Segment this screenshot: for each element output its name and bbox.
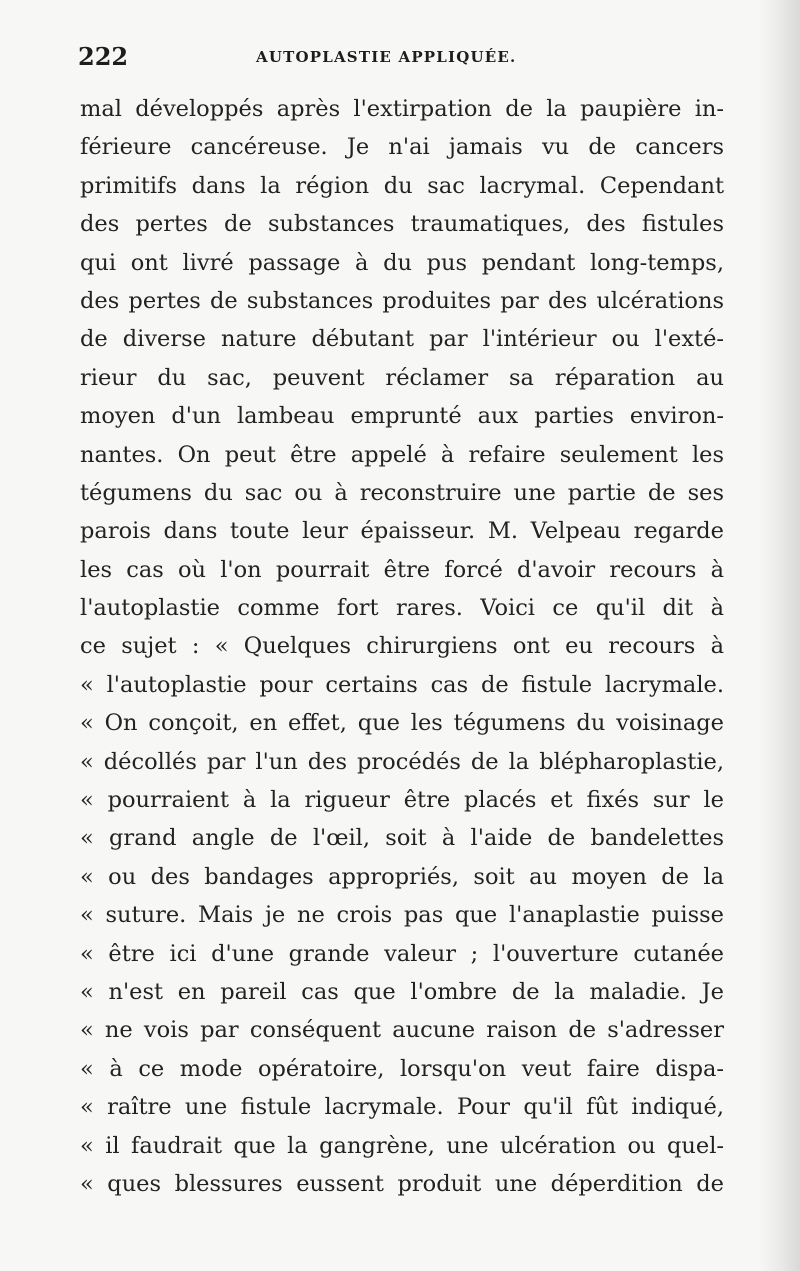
text-line: « On conçoit, en effet, que les tégumens du voisinage [80,710,724,737]
text-line: les cas où l'on pourrait être forcé d'avoir recours à [80,556,724,583]
page-header [78,40,728,80]
text-line: « pourraient à la rigueur être placés et fixés sur le [80,787,724,814]
text-line: « grand angle de l'œil, soit à l'aide de bandelettes [80,825,724,852]
text-line: ce sujet : « Quelques chirurgiens ont eu recours à [80,633,724,660]
text-line: moyen d'un lambeau emprunté aux parties environ- [80,403,724,430]
text-line: des pertes de substances traumatiques, des fistules [80,211,724,238]
body-text [80,90,724,1203]
text-line: primitifs dans la région du sac lacrymal. Cependant [80,172,724,199]
text-line: « à ce mode opératoire, lorsqu'on veut faire dispa- [80,1055,724,1082]
text-line: « ne vois par conséquent aucune raison de s'adresser [80,1017,724,1044]
text-line: « décollés par l'un des procédés de la blépharoplastie, [80,748,724,775]
text-line: rieur du sac, peuvent réclamer sa réparation au [80,364,724,391]
text-line: « n'est en pareil cas que l'ombre de la maladie. Je [80,978,724,1005]
running-title: AUTOPLASTIE APPLIQUÉE. [256,48,517,66]
text-line: des pertes de substances produites par des ulcérations [80,287,724,314]
text-line: de diverse nature débutant par l'intérieur ou l'exté- [80,326,724,353]
page-number: 222 [78,42,129,71]
text-line: « ques blessures eussent produit une déperdition de [80,1170,724,1197]
text-line: tégumens du sac ou à reconstruire une partie de ses [80,479,724,506]
text-line: l'autoplastie comme fort rares. Voici ce qu'il dit à [80,595,724,622]
text-line: « il faudrait que la gangrène, une ulcération ou quel- [80,1132,724,1159]
page-edge-shadow [758,0,800,1271]
text-line: nantes. On peut être appelé à refaire seulement les [80,441,724,468]
text-line: « l'autoplastie pour certains cas de fistule lacrymale. [80,671,724,698]
text-line: qui ont livré passage à du pus pendant long-temps, [80,249,724,276]
text-line: « être ici d'une grande valeur ; l'ouverture cutanée [80,940,724,967]
text-line: « ou des bandages appropriés, soit au moyen de la [80,863,724,890]
text-line: parois dans toute leur épaisseur. M. Velpeau regarde [80,518,724,545]
text-line: mal développés après l'extirpation de la paupière in- [80,96,724,122]
text-line: « suture. Mais je ne crois pas que l'anaplastie puisse [80,902,724,929]
text-line: « raître une fistule lacrymale. Pour qu'il fût indiqué, [80,1094,724,1121]
text-line: férieure cancéreuse. Je n'ai jamais vu de cancers [80,134,724,161]
